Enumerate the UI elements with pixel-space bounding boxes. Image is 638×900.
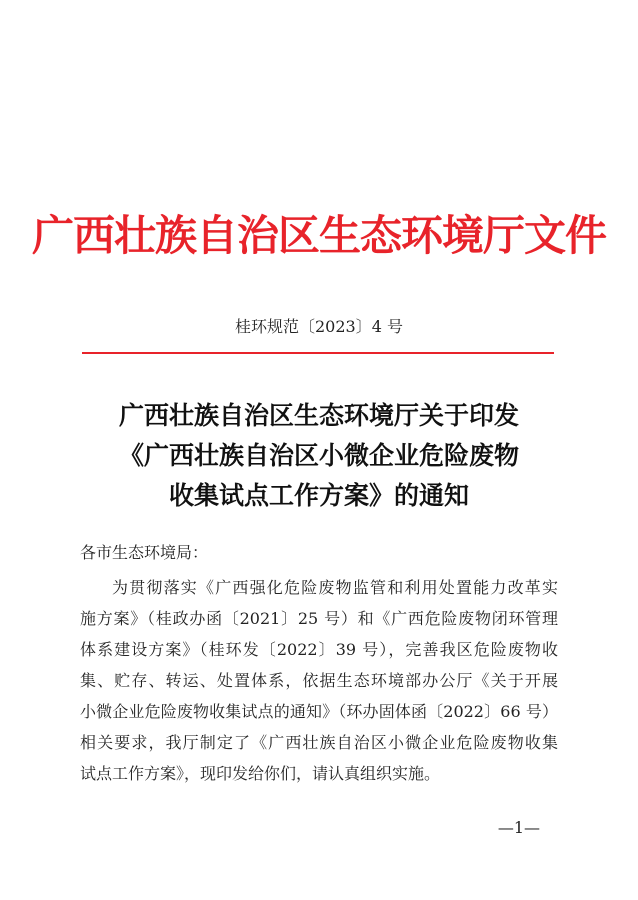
salutation: 各市生态环境局： — [80, 543, 209, 562]
body-line: 施方案》（桂政办函〔2021〕25 号）和《广西危险废物闭环管理 — [80, 609, 558, 628]
notice-title-line: 广西壮族自治区生态环境厅关于印发 — [118, 401, 519, 430]
notice-title-line: 《广西壮族自治区小微企业危险废物 — [118, 441, 519, 470]
red-divider-line — [82, 352, 554, 354]
notice-title — [0, 396, 638, 516]
document-number: 桂环规范〔2023〕4 号 — [235, 317, 403, 336]
body-line: 为贯彻落实《广西强化危险废物监管和利用处置能力改革实 — [112, 578, 558, 597]
body-line: 小微企业危险废物收集试点的通知》（环办固体函〔2022〕66 号） — [80, 702, 558, 721]
notice-body — [80, 572, 558, 789]
body-line: 相关要求，我厅制定了《广西壮族自治区小微企业危险废物收集 — [80, 733, 558, 752]
notice-title-line: 收集试点工作方案》的通知 — [168, 481, 469, 510]
body-line: 试点工作方案》，现印发给你们，请认真组织实施。 — [80, 764, 441, 783]
page-number: —1— — [497, 818, 540, 837]
body-line: 集、贮存、转运、处置体系，依据生态环境部办公厅《关于开展 — [80, 671, 558, 690]
issuing-authority-header: 广西壮族自治区生态环境厅文件 — [31, 211, 606, 260]
body-line: 体系建设方案》（桂环发〔2022〕39 号），完善我区危险废物收 — [80, 640, 558, 659]
